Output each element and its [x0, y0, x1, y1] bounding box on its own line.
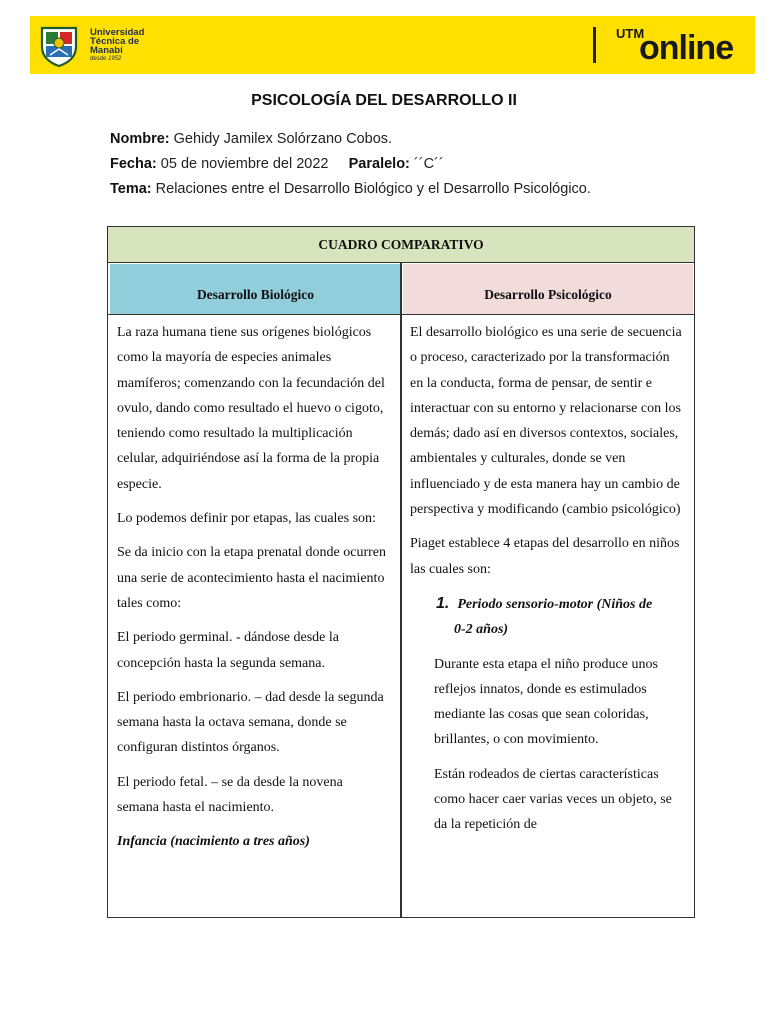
brand-divider	[593, 27, 596, 63]
bio-paragraph: El periodo germinal. - dándose desde la concepción hasta la segunda semana.	[117, 630, 339, 671]
stage-title: Periodo sensorio-motor (Niños de	[457, 596, 653, 612]
date-line	[110, 156, 444, 172]
row-divider	[108, 314, 694, 315]
name-line	[110, 131, 392, 147]
table-title: CUADRO COMPARATIVO	[108, 227, 694, 263]
bio-paragraph: El periodo fetal. – se da desde la novena semana hasta el nacimiento.	[117, 774, 343, 816]
university-name: Universidad Técnica de Manabí desde 1952	[90, 27, 145, 62]
psi-paragraph: Están rodeados de ciertas características como hacer caer varias veces un objeto, se da la repetición de	[434, 766, 672, 833]
date-label: Fecha:	[110, 156, 157, 172]
bio-paragraph: Se da inicio con la etapa prenatal donde ocurren una serie de acontecimiento hasta el nacimiento tales como:	[117, 545, 386, 611]
date-value: 05 de noviembre del 2022	[160, 156, 329, 172]
document-title: PSICOLOGÍA DEL DESARROLLO II	[251, 92, 517, 109]
topic-line	[110, 181, 591, 197]
psi-stage-heading	[410, 591, 686, 643]
column-divider	[400, 262, 402, 917]
paralelo-value: ´´C´´	[413, 156, 444, 172]
header-banner: Universidad Técnica de Manabí desde 1952 UTM online	[30, 16, 755, 74]
column-header-biological: Desarrollo Biológico	[110, 264, 401, 314]
stage-number: 1.	[436, 594, 450, 612]
university-crest-icon	[38, 25, 80, 67]
bio-stage-heading: Infancia (nacimiento a tres años)	[117, 834, 310, 850]
bio-paragraph: El periodo embrionario. – dad desde la segunda semana hasta la octava semana, donde se configuran distintos órganos.	[117, 689, 384, 756]
psi-paragraph: Durante esta etapa el niño produce unos reflejos innatos, donde es estimulados mediante las cosas que sean coloridas, brillantes, o con movimiento.	[434, 656, 658, 748]
bio-paragraph: Lo podemos definir por etapas, las cuales son:	[117, 511, 376, 527]
column-header-psychological: Desarrollo Psicológico	[403, 264, 693, 314]
comparison-table	[107, 226, 695, 918]
psi-paragraph: Piaget establece 4 etapas del desarrollo en niños las cuales son:	[410, 536, 680, 577]
name-value: Gehidy Jamilex Solórzano Cobos.	[173, 131, 393, 147]
bio-paragraph: La raza humana tiene sus orígenes biológicos como la mayoría de especies animales mamíferos; comenzando con la fecundación del ovulo, dando como resultado el huevo o cigoto, teniendo como resultado la multiplicación celular, adquiriéndose así la forma de la propia especie.	[117, 325, 385, 492]
biological-column-text	[117, 320, 387, 864]
psi-paragraph: El desarrollo biológico es una serie de secuencia o proceso, caracterizado por la transformación en la conducta, forma de pensar, de sentir e interactuar con su entorno y relacionarse con los demás; dado así en diversos contextos, sociales, ambientales y culturales, donde se ven influenciado y de esta manera hay un cambio de perspectiva y modificando (cambio psicológico)	[410, 325, 682, 518]
topic-value: Relaciones entre el Desarrollo Biológico y el Desarrollo Psicológico.	[155, 181, 591, 197]
psychological-column-text	[410, 320, 686, 847]
topic-label: Tema:	[110, 181, 152, 197]
name-label: Nombre:	[110, 131, 170, 147]
stage-title-cont: 0-2 años)	[454, 622, 509, 638]
paralelo-label: Paralelo:	[348, 156, 410, 172]
